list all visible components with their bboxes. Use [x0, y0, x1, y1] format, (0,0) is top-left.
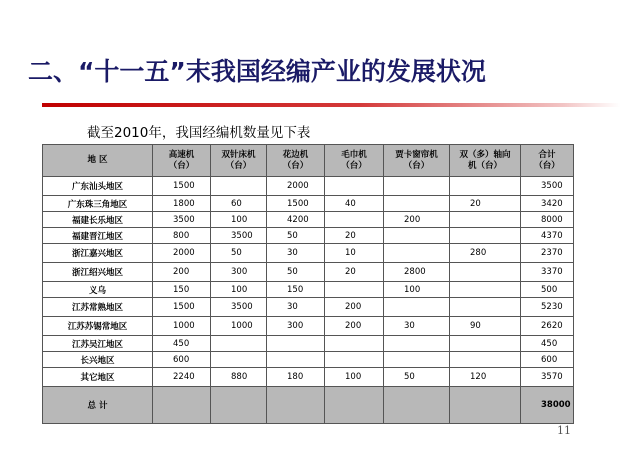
value-cell: 120	[450, 368, 521, 387]
header-row	[43, 145, 574, 177]
value-cell: 20	[325, 263, 384, 282]
total-label: 总 计	[43, 387, 153, 424]
column-header-unit: （台）	[168, 160, 195, 171]
column-header-label: 双针床机	[221, 149, 256, 160]
table-header	[43, 145, 574, 177]
total-value-cell	[325, 387, 384, 424]
table-row	[43, 263, 574, 282]
value-cell: 20	[450, 196, 521, 212]
value-cell: 180	[267, 368, 325, 387]
value-cell: 200	[384, 212, 450, 228]
value-cell: 100	[211, 282, 267, 298]
value-cell: 100	[384, 282, 450, 298]
total-value-cell	[153, 387, 211, 424]
column-header-label: 毛巾机	[341, 149, 367, 160]
value-cell	[450, 212, 521, 228]
total-value-cell: 38000	[521, 387, 574, 424]
total-value-cell	[450, 387, 521, 424]
value-cell: 200	[325, 298, 384, 317]
value-cell	[384, 196, 450, 212]
region-cell: 广东珠三角地区	[43, 196, 153, 212]
column-header-unit: 机（台）	[467, 160, 502, 171]
column-header	[153, 145, 211, 177]
column-header	[211, 145, 267, 177]
value-cell: 2800	[384, 263, 450, 282]
column-header	[325, 145, 384, 177]
region-cell: 江苏苏锡常地区	[43, 317, 153, 336]
value-cell: 150	[267, 282, 325, 298]
value-cell: 2370	[521, 244, 574, 263]
column-header-unit: （台）	[341, 160, 367, 171]
value-cell: 3500	[211, 298, 267, 317]
table-body	[43, 177, 574, 387]
table-row	[43, 228, 574, 244]
value-cell	[211, 352, 267, 368]
value-cell: 450	[153, 336, 211, 352]
value-cell	[267, 352, 325, 368]
value-cell: 60	[211, 196, 267, 212]
value-cell	[325, 352, 384, 368]
value-cell	[450, 282, 521, 298]
table-row	[43, 196, 574, 212]
column-header-label: 高速机	[168, 149, 195, 160]
column-header-unit: （台）	[403, 160, 430, 171]
table-row	[43, 212, 574, 228]
region-cell: 浙江绍兴地区	[43, 263, 153, 282]
value-cell: 1500	[267, 196, 325, 212]
table-row	[43, 368, 574, 387]
value-cell	[384, 244, 450, 263]
title-divider	[42, 103, 620, 107]
value-cell: 2000	[267, 177, 325, 196]
value-cell: 30	[267, 244, 325, 263]
value-cell	[267, 336, 325, 352]
value-cell: 100	[211, 212, 267, 228]
column-header-label: 合计	[538, 149, 556, 160]
slide-title: 二、“十一五”末我国经编产业的发展状况	[28, 57, 486, 86]
value-cell	[450, 298, 521, 317]
value-cell: 30	[384, 317, 450, 336]
value-cell: 600	[521, 352, 574, 368]
region-cell: 福建晋江地区	[43, 228, 153, 244]
value-cell	[211, 177, 267, 196]
table-row	[43, 317, 574, 336]
value-cell	[450, 228, 521, 244]
value-cell: 10	[325, 244, 384, 263]
region-cell: 长兴地区	[43, 352, 153, 368]
value-cell	[450, 336, 521, 352]
value-cell: 2000	[153, 244, 211, 263]
value-cell: 3500	[211, 228, 267, 244]
value-cell: 800	[153, 228, 211, 244]
table-row	[43, 282, 574, 298]
total-value-cell	[267, 387, 325, 424]
total-row	[43, 387, 574, 424]
column-header-label: 双（多）轴向	[459, 149, 511, 160]
value-cell: 20	[325, 228, 384, 244]
value-cell: 450	[521, 336, 574, 352]
value-cell: 600	[153, 352, 211, 368]
region-cell: 广东汕头地区	[43, 177, 153, 196]
value-cell	[450, 352, 521, 368]
value-cell	[450, 263, 521, 282]
page-number: 11	[557, 424, 571, 437]
column-header-unit: （台）	[282, 160, 309, 171]
value-cell: 300	[267, 317, 325, 336]
value-cell: 1500	[153, 298, 211, 317]
value-cell: 150	[153, 282, 211, 298]
value-cell: 50	[267, 228, 325, 244]
value-cell: 4370	[521, 228, 574, 244]
region-cell: 浙江嘉兴地区	[43, 244, 153, 263]
value-cell	[384, 352, 450, 368]
column-header	[521, 145, 574, 177]
value-cell: 5230	[521, 298, 574, 317]
value-cell: 3570	[521, 368, 574, 387]
value-cell	[384, 298, 450, 317]
value-cell: 280	[450, 244, 521, 263]
value-cell	[325, 177, 384, 196]
value-cell: 40	[325, 196, 384, 212]
slide-subtitle: 截至2010年，我国经编机数量见下表	[87, 125, 311, 141]
value-cell: 200	[153, 263, 211, 282]
value-cell: 3500	[153, 212, 211, 228]
value-cell: 50	[211, 244, 267, 263]
column-header-unit: （台）	[534, 160, 560, 171]
table-row	[43, 298, 574, 317]
table-row	[43, 336, 574, 352]
value-cell: 1000	[153, 317, 211, 336]
value-cell: 3420	[521, 196, 574, 212]
value-cell: 500	[521, 282, 574, 298]
region-cell: 其它地区	[43, 368, 153, 387]
value-cell: 1500	[153, 177, 211, 196]
total-value-cell	[384, 387, 450, 424]
value-cell: 2240	[153, 368, 211, 387]
value-cell: 100	[325, 368, 384, 387]
value-cell	[450, 177, 521, 196]
column-header	[43, 145, 153, 177]
value-cell: 200	[325, 317, 384, 336]
column-header	[267, 145, 325, 177]
region-cell: 江苏吴江地区	[43, 336, 153, 352]
column-header	[450, 145, 521, 177]
value-cell: 3370	[521, 263, 574, 282]
value-cell	[384, 177, 450, 196]
column-header-label: 贾卡窗帘机	[395, 149, 438, 160]
total-value-cell	[211, 387, 267, 424]
value-cell: 50	[267, 263, 325, 282]
table-row	[43, 244, 574, 263]
value-cell: 2620	[521, 317, 574, 336]
region-cell: 义乌	[43, 282, 153, 298]
value-cell: 8000	[521, 212, 574, 228]
value-cell: 1000	[211, 317, 267, 336]
region-cell: 江苏常熟地区	[43, 298, 153, 317]
value-cell: 3500	[521, 177, 574, 196]
value-cell: 1800	[153, 196, 211, 212]
column-header-label: 地 区	[87, 155, 108, 165]
table-footer	[43, 387, 574, 424]
value-cell: 50	[384, 368, 450, 387]
value-cell	[325, 212, 384, 228]
value-cell	[325, 336, 384, 352]
value-cell: 4200	[267, 212, 325, 228]
region-cell: 福建长乐地区	[43, 212, 153, 228]
machine-count-table	[42, 144, 574, 424]
table-row	[43, 177, 574, 196]
value-cell: 300	[211, 263, 267, 282]
value-cell	[384, 228, 450, 244]
value-cell	[211, 336, 267, 352]
value-cell: 90	[450, 317, 521, 336]
value-cell: 30	[267, 298, 325, 317]
value-cell	[384, 336, 450, 352]
column-header	[384, 145, 450, 177]
column-header-label: 花边机	[282, 149, 309, 160]
column-header-unit: （台）	[225, 160, 252, 171]
value-cell	[325, 282, 384, 298]
table-row	[43, 352, 574, 368]
value-cell: 880	[211, 368, 267, 387]
